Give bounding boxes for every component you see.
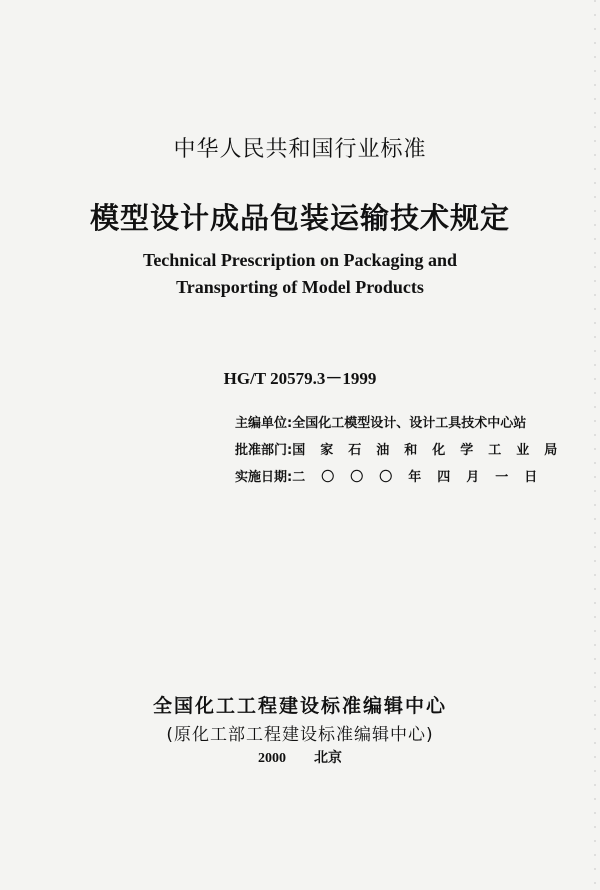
- effective-date-label: 实施日期:: [235, 470, 293, 485]
- effective-date-row: [235, 466, 553, 485]
- title-english-line-2: Transporting of Model Products: [176, 277, 424, 297]
- standard-category: 中华人民共和国行业标准: [173, 137, 427, 162]
- publisher: 全国化工工程建设标准编辑中心: [152, 695, 447, 717]
- scan-edge-artifact: [594, 0, 596, 890]
- title-english-line-1: Technical Prescription on Packaging and: [142, 250, 458, 270]
- editor-label: 主编单位:: [235, 416, 293, 431]
- publication-place: 北京: [314, 750, 342, 766]
- editor-row: [235, 412, 526, 431]
- title-chinese: 模型设计成品包装运输技术规定: [89, 201, 510, 235]
- publisher-former-name: (原化工部工程建设标准编辑中心): [166, 725, 434, 745]
- publication-year-place: [0, 747, 600, 767]
- approver-row: [235, 439, 572, 458]
- effective-date-value: 二〇〇〇年四月一日: [292, 470, 554, 485]
- approver-value: 国家石油和化学工业局: [292, 443, 573, 458]
- standard-code: HG/T 20579.3－1999: [223, 369, 377, 388]
- editor-value: 全国化工模型设计、设计工具技术中心站: [292, 416, 527, 431]
- approver-label: 批准部门:: [235, 443, 293, 458]
- publication-year: 2000: [258, 751, 286, 766]
